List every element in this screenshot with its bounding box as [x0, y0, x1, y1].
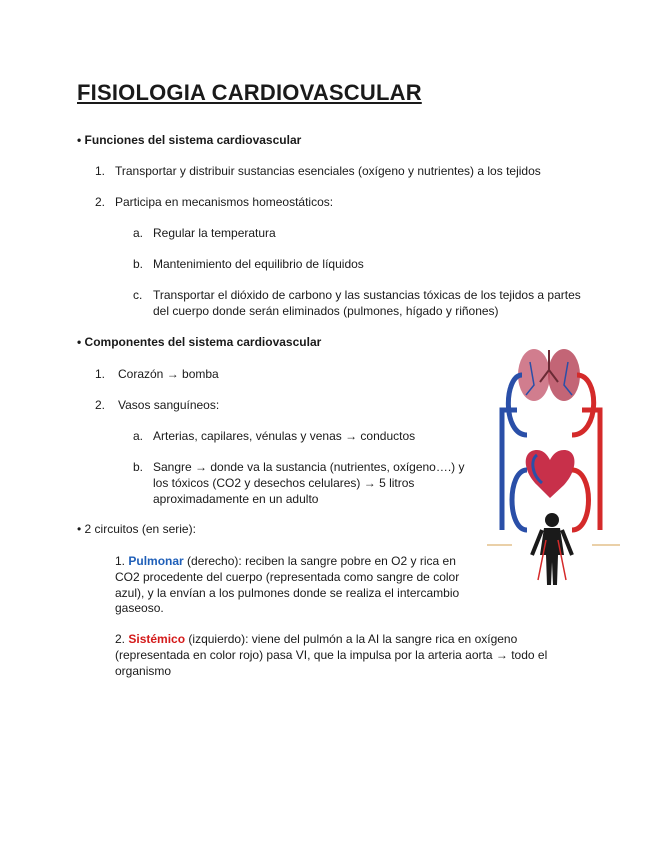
sublist-item-text-line: del cuerpo donde serán eliminados (pulmones, hígado y riñones): [153, 304, 499, 318]
sublist-letter: b.: [133, 460, 144, 474]
sublist-item-text: Mantenimiento del equilibrio de líquidos: [153, 257, 364, 271]
circuit-name-sistemico: Sistémico: [128, 632, 186, 646]
body-head: [545, 513, 559, 527]
circuit-pulmonar-line: [115, 554, 456, 569]
circuit-description-line: (representada en color rojo) pasa VI, que la impulsa por la arteria aorta → todo el: [115, 648, 548, 662]
circulatory-diagram: [482, 340, 622, 590]
list-number: 2.: [95, 195, 106, 209]
list-number: 1.: [95, 164, 106, 178]
circuit-number: 1.: [115, 554, 126, 568]
sublist-item-text-line: Sangre → donde va la sustancia (nutrientes, oxígeno….) y: [153, 460, 465, 474]
sublist-item-text-line: aproximadamente en un adulto: [153, 492, 319, 506]
sublist-item-text-line: los tóxicos (CO2 y desechos celulares) → 5 litros: [153, 476, 415, 490]
section-heading-circuitos: • 2 circuitos (en serie):: [77, 522, 196, 536]
sublist-letter: c.: [133, 288, 143, 302]
list-number: 1.: [95, 367, 106, 381]
sublist-letter: a.: [133, 429, 144, 443]
sublist-item-text-line: Transportar el dióxido de carbono y las sustancias tóxicas de los tejidos a partes: [153, 288, 581, 302]
circuit-sistemico-line: [115, 632, 517, 647]
sublist-item-text: Regular la temperatura: [153, 226, 276, 240]
list-item-text: Transportar y distribuir sustancias esenciales (oxígeno y nutrientes) a los tejidos: [115, 164, 541, 178]
list-item-text: Corazón → bomba: [118, 367, 219, 381]
circuit-description-line: CO2 procedente del cuerpo (representada como sangre de color: [115, 570, 460, 584]
circuit-description: (derecho): reciben la sangre pobre en O2 y rica en: [187, 554, 456, 568]
list-item-text: Vasos sanguíneos:: [118, 398, 220, 412]
list-number: 2.: [95, 398, 106, 412]
list-item-text: Participa en mecanismos homeostáticos:: [115, 195, 334, 209]
sublist-letter: a.: [133, 226, 144, 240]
circuit-description-line: organismo: [115, 664, 172, 678]
circuit-name-pulmonar: Pulmonar: [128, 554, 184, 568]
circuit-description-line: gaseoso.: [115, 601, 164, 615]
circuit-number: 2.: [115, 632, 126, 646]
sublist-item-text: Arterias, capilares, vénulas y venas → conductos: [153, 429, 416, 443]
systemic-artery-loop: [572, 470, 589, 530]
section-heading-componentes: • Componentes del sistema cardiovascular: [77, 335, 322, 349]
section-heading-funciones: • Funciones del sistema cardiovascular: [77, 133, 302, 147]
sublist-letter: b.: [133, 257, 144, 271]
page-title: FISIOLOGIA CARDIOVASCULAR: [77, 80, 422, 105]
circuit-description: (izquierdo): viene del pulmón a la AI la sangre rica en oxígeno: [188, 632, 518, 646]
systemic-vein-loop: [512, 470, 527, 530]
body-silhouette: [540, 528, 564, 585]
circuit-description-line: azul), y la envían a los pulmones donde se realiza el intercambio: [115, 586, 460, 600]
